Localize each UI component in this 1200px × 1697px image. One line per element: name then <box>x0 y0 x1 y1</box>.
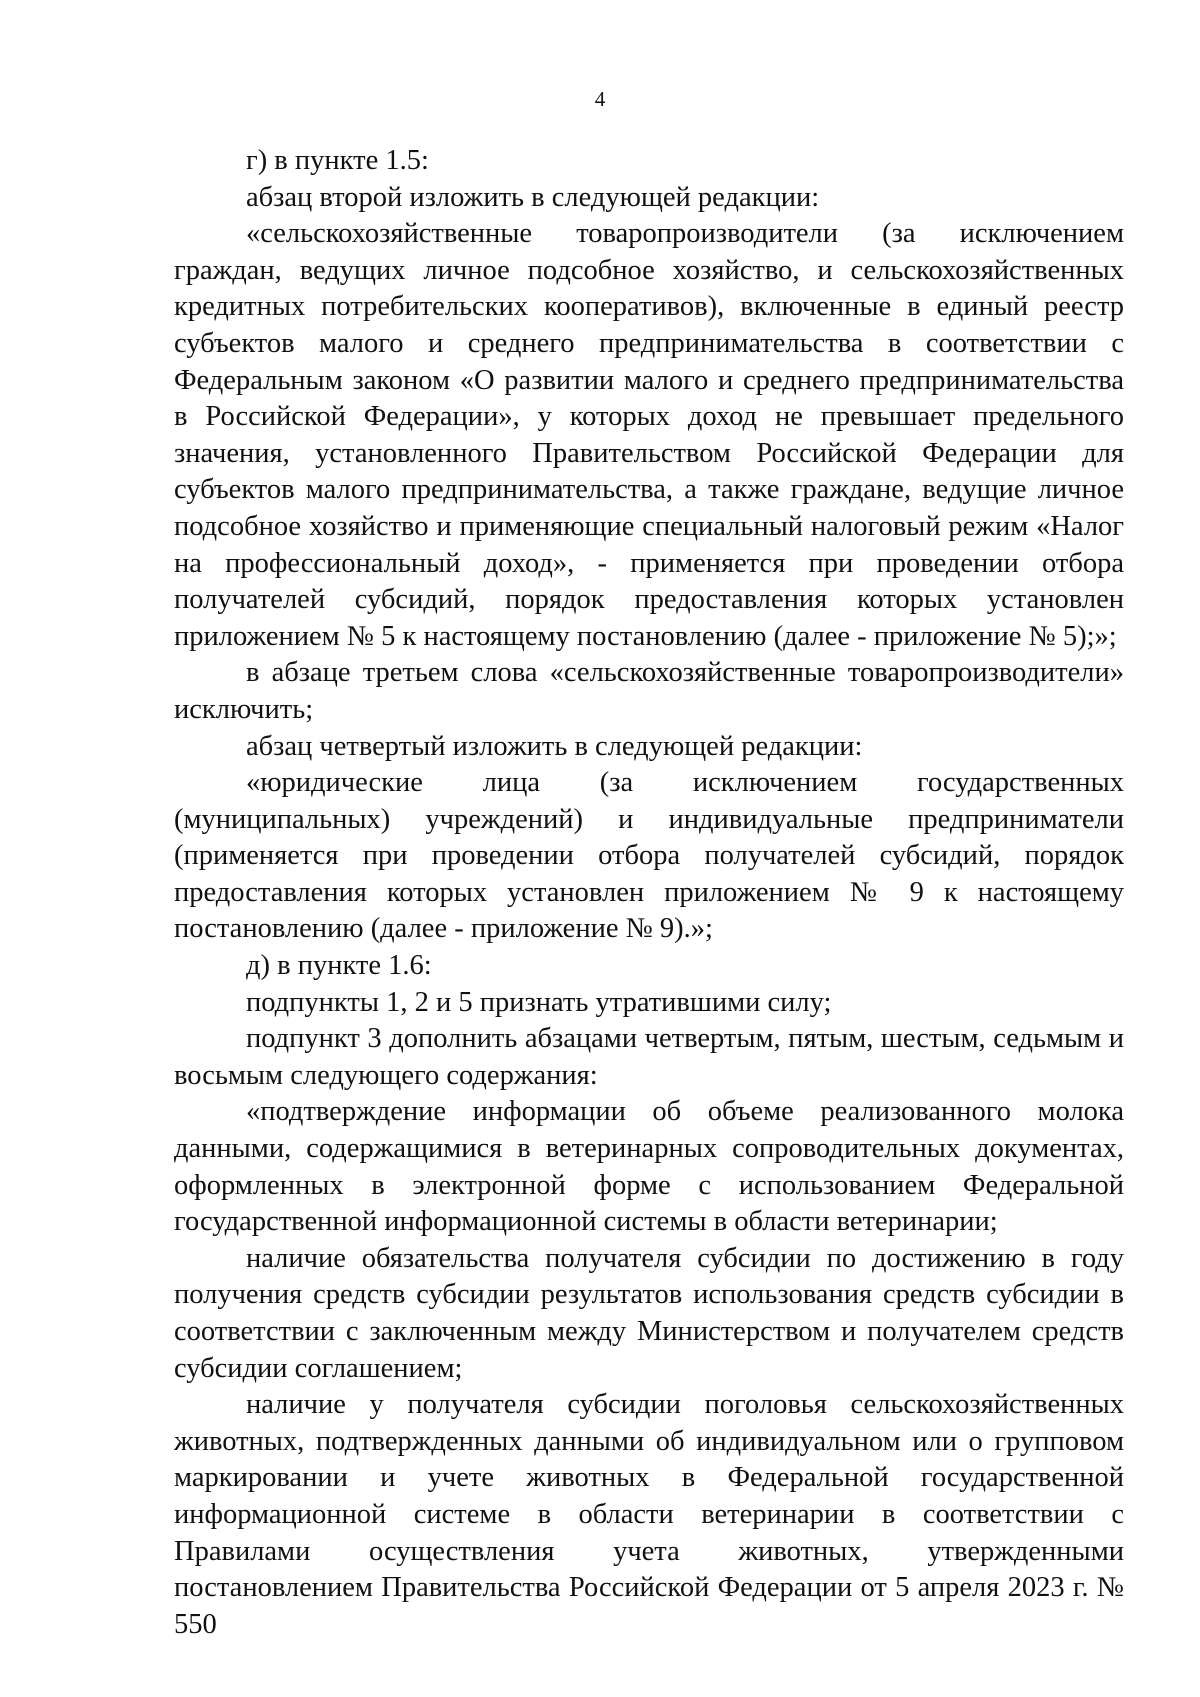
paragraph-quoted-text: «юридические лица (за исключением государственных (муниципальных) учреждений) и индивидуальные предприниматели (применяется при проведении отбора получателей субсидий, порядок предоставления которых установлен приложением № 9 к настоящему постановлению (далее - приложение № 9).»; <box>174 767 1124 945</box>
paragraph-quoted-text: «подтверждение информации об объеме реализованного молока данными, содержащимися в ветеринарных сопроводительных документах, оформленных в электронной форме с использованием Федеральной государственной информационной системы в области ветеринарии; <box>174 1096 1124 1238</box>
paragraph-instruction: абзац второй изложить в следующей редакции: <box>246 181 820 213</box>
paragraph-instruction: абзац четвертый изложить в следующей редакции: <box>246 730 863 762</box>
paragraph-quoted-text: наличие обязательства получателя субсидии по достижению в году получения средств субсидии результатов использования средств субсидии в соответствии с заключенным между Министерством и получателем средств субсидии соглашением; <box>174 1242 1124 1384</box>
paragraph-clause-g: г) в пункте 1.5: <box>246 145 429 176</box>
paragraph-instruction: подпункты 1, 2 и 5 признать утратившими силу; <box>246 986 832 1018</box>
paragraph-clause-d: д) в пункте 1.6: <box>246 950 432 982</box>
paragraph-quoted-text: «сельскохозяйственные товаропроизводители (за исключением граждан, ведущих личное подсобное хозяйство, и сельскохозяйственных кредитных потребительских кооперативов), включенные в единый реестр субъектов малого и среднего предпринимательства в соответствии с Федеральным законом «О развитии малого и среднего предпринимательства в Российской Федерации», у которых доход не превышает предельного значения, установленного Правительством Российской Федерации для субъектов малого предпринимательства, а также граждане, ведущие личное подсобное хозяйство и применяющие специальный налоговый режим «Налог на профессиональный доход», - применяется при проведении отбора получателей субсидий, порядок предоставления которых установлен приложением № 5 к настоящему постановлению (далее - приложение № 5);»; <box>174 218 1124 652</box>
paragraph-quoted-text: наличие у получателя субсидии поголовья сельскохозяйственных животных, подтвержденных данными об индивидуальном или о групповом маркировании и учете животных в Федеральной государственной информационной системе в области ветеринарии в соответствии с Правилами осуществления учета животных, утвержденными постановлением Правительства Российской Федерации от 5 апреля 2023 г. № 550 <box>174 1389 1124 1640</box>
page-number: 4 <box>594 87 606 111</box>
paragraph-instruction: подпункт 3 дополнить абзацами четвертым, пятым, шестым, седьмым и восьмым следующего содержания: <box>174 1023 1124 1091</box>
document-body <box>174 143 1124 1643</box>
paragraph-instruction: в абзаце третьем слова «сельскохозяйственные товаропроизводители» исключить; <box>174 657 1124 725</box>
